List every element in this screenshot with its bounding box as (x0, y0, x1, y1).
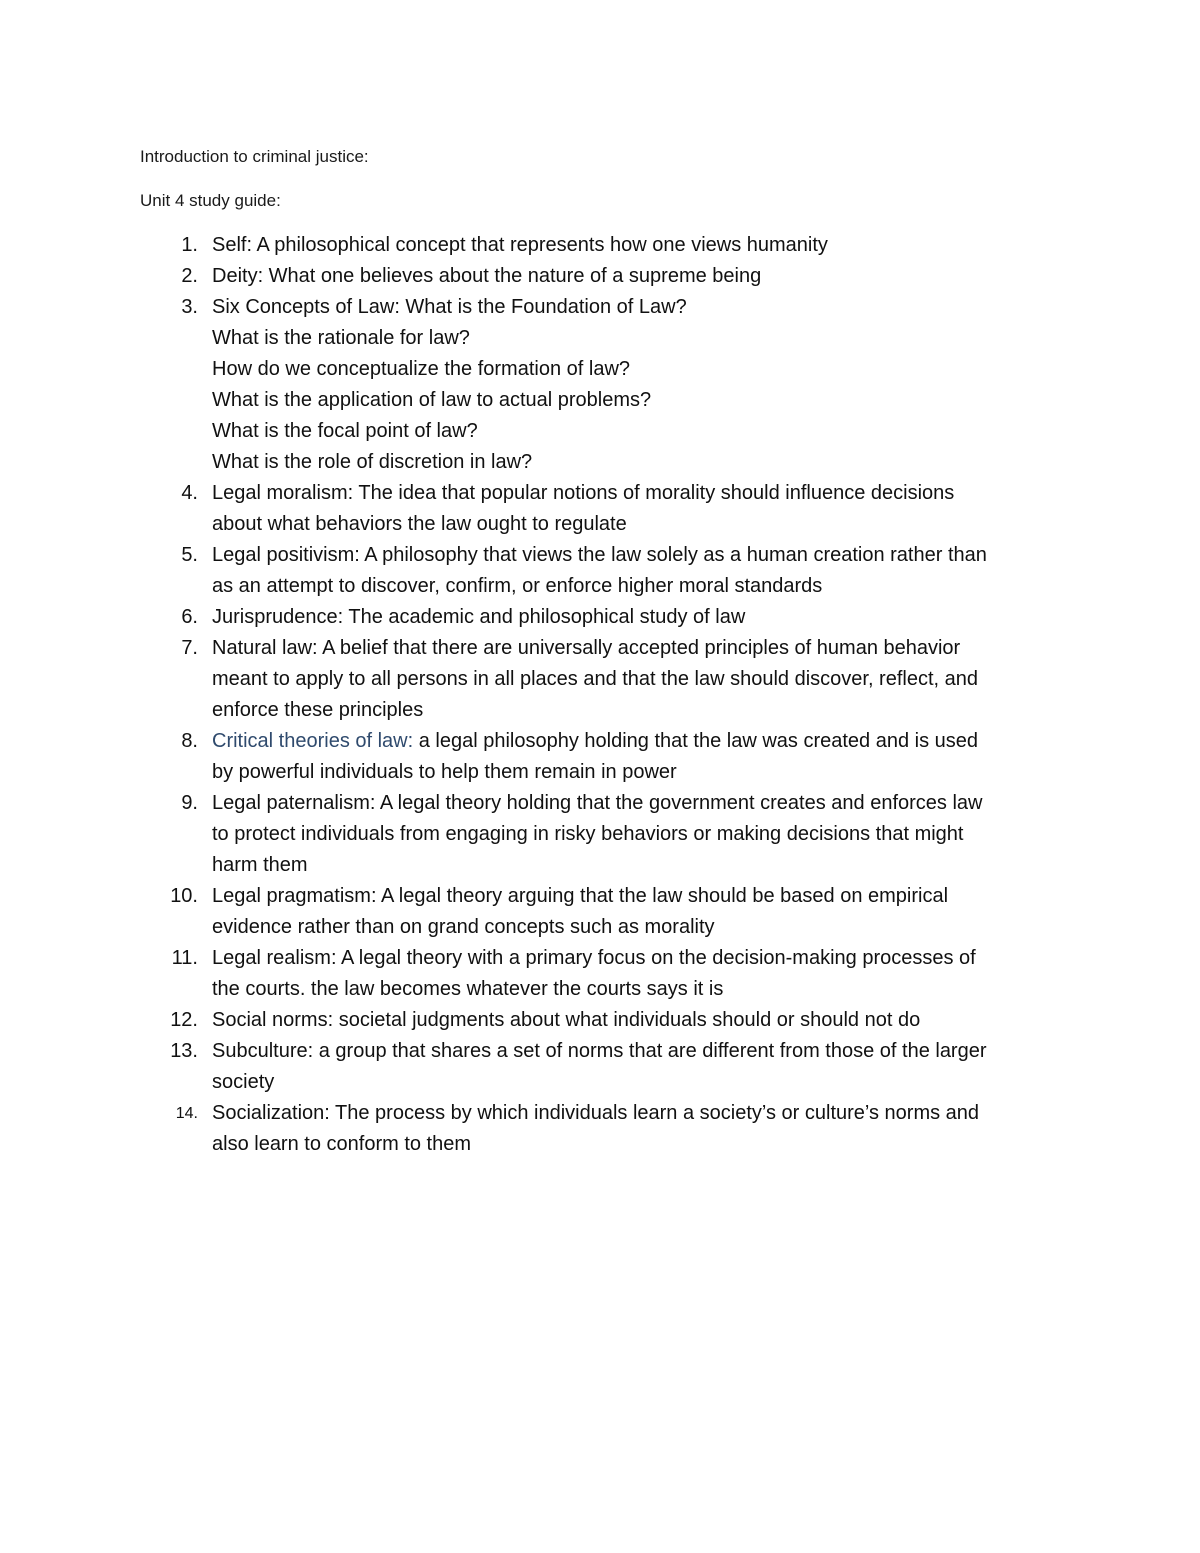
list-item (0, 292, 1200, 478)
term-label: Legal moralism: (212, 482, 354, 504)
list-item-line (212, 695, 1200, 726)
definition-text: society (212, 1071, 275, 1093)
list-item (0, 261, 1200, 292)
list-item-line (212, 1005, 1200, 1036)
list-item-line (212, 416, 1200, 447)
list-item-line (212, 447, 1200, 478)
definition-text: A belief that there are universally accepted principles of human behavior (317, 637, 961, 659)
list-item-line (212, 509, 1200, 540)
list-item-number: 5. (181, 544, 198, 566)
list-item-line (212, 292, 1200, 323)
list-item (0, 726, 1200, 788)
list-item-number: 12. (170, 1009, 198, 1031)
definition-text: What is the application of law to actual problems? (212, 389, 652, 411)
definition-text: to protect individuals from engaging in risky behaviors or making decisions that might (212, 823, 964, 845)
list-item-number: 2. (181, 265, 198, 287)
list-item (0, 540, 1200, 602)
document-subtitle: Unit 4 study guide: (140, 191, 281, 210)
list-item-line (212, 261, 1200, 292)
term-label: Social norms: (212, 1009, 334, 1031)
list-item-line (212, 633, 1200, 664)
list-item-line (212, 819, 1200, 850)
list-item-number: 13. (170, 1040, 198, 1062)
definition-text: A philosophy that views the law solely as a human creation rather than (359, 544, 987, 566)
list-item-line (212, 1067, 1200, 1098)
list-item-number: 11. (171, 947, 198, 969)
definition-text: as an attempt to discover, confirm, or enforce higher moral standards (212, 575, 823, 597)
list-item-number: 14. (175, 1105, 198, 1122)
list-item (0, 788, 1200, 881)
definition-text: A philosophical concept that represents how one views humanity (252, 234, 828, 256)
list-item-number: 8. (181, 730, 198, 752)
list-item-line (212, 571, 1200, 602)
definition-text: What one believes about the nature of a supreme being (263, 265, 762, 287)
definition-text: also learn to conform to them (212, 1133, 472, 1155)
list-item-line (212, 974, 1200, 1005)
list-item-line (212, 912, 1200, 943)
definition-text: The idea that popular notions of morality should influence decisions (353, 482, 955, 504)
list-item (0, 478, 1200, 540)
list-item (0, 943, 1200, 1005)
list-item (0, 602, 1200, 633)
list-item-line (212, 385, 1200, 416)
definition-text: societal judgments about what individuals should or should not do (333, 1009, 921, 1031)
list-item-line (212, 943, 1200, 974)
term-label: Self: (212, 234, 253, 256)
list-item-number: 10. (170, 885, 198, 907)
definition-text: A legal theory holding that the government creates and enforces law (375, 792, 983, 814)
list-item-line (212, 230, 1200, 261)
definition-text: meant to apply to all persons in all places and that the law should discover, reflect, and (212, 668, 979, 690)
list-item (0, 1005, 1200, 1036)
definition-text: What is the rationale for law? (212, 327, 470, 349)
list-item-number: 7. (181, 637, 198, 659)
definition-text: a group that shares a set of norms that are different from those of the larger (313, 1040, 987, 1062)
document-title: Introduction to criminal justice: (140, 147, 369, 166)
list-item-line (212, 602, 1200, 633)
definition-text: A legal theory arguing that the law should be based on empirical (376, 885, 949, 907)
list-item-line (212, 354, 1200, 385)
definition-text: harm them (212, 854, 308, 876)
term-label: Jurisprudence: (212, 606, 344, 628)
list-item-line (212, 850, 1200, 881)
list-item-number: 6. (181, 606, 198, 628)
definition-text: about what behaviors the law ought to regulate (212, 513, 627, 535)
list-item-line (212, 1098, 1200, 1129)
list-item-line (212, 788, 1200, 819)
term-label: Legal positivism: (212, 544, 360, 566)
term-label: Six Concepts of Law: (212, 296, 400, 318)
list-item-number: 3. (181, 296, 198, 318)
list-item (0, 881, 1200, 943)
list-item-number: 9. (181, 792, 198, 814)
list-item (0, 1036, 1200, 1098)
term-label: Socialization: (212, 1102, 330, 1124)
list-item (0, 1098, 1200, 1160)
list-item-line (212, 1129, 1200, 1160)
term-label: Deity: (212, 265, 264, 287)
list-item-line (212, 664, 1200, 695)
definition-text: What is the Foundation of Law? (399, 296, 687, 318)
definition-text: the courts. the law becomes whatever the courts says it is (212, 978, 724, 1000)
list-item-line (212, 1036, 1200, 1067)
definition-text: evidence rather than on grand concepts such as morality (212, 916, 715, 938)
term-label: Legal paternalism: (212, 792, 376, 814)
term-link[interactable]: Critical theories of law: (212, 730, 414, 752)
definition-text: a legal philosophy holding that the law was created and is used (413, 730, 979, 752)
definition-text: What is the focal point of law? (212, 420, 478, 442)
list-item-number: 1. (181, 234, 198, 256)
list-item-line (212, 881, 1200, 912)
list-item-line (212, 323, 1200, 354)
definition-text: The academic and philosophical study of law (343, 606, 746, 628)
list-item-line (212, 540, 1200, 571)
list-item-line (212, 726, 1200, 757)
list-item-number: 4. (181, 482, 198, 504)
definition-text: by powerful individuals to help them remain in power (212, 761, 677, 783)
term-label: Legal pragmatism: (212, 885, 377, 907)
definition-text: How do we conceptualize the formation of law? (212, 358, 631, 380)
list-item-line (212, 757, 1200, 788)
definition-text: A legal theory with a primary focus on the decision-making processes of (336, 947, 976, 969)
term-label: Natural law: (212, 637, 318, 659)
study-guide-list (0, 230, 1200, 1160)
list-item-line (212, 478, 1200, 509)
definition-text: The process by which individuals learn a society’s or culture’s norms and (329, 1102, 980, 1124)
definition-text: enforce these principles (212, 699, 424, 721)
term-label: Legal realism: (212, 947, 337, 969)
term-label: Subculture: (212, 1040, 314, 1062)
definition-text: What is the role of discretion in law? (212, 451, 533, 473)
list-item (0, 230, 1200, 261)
list-item (0, 633, 1200, 726)
